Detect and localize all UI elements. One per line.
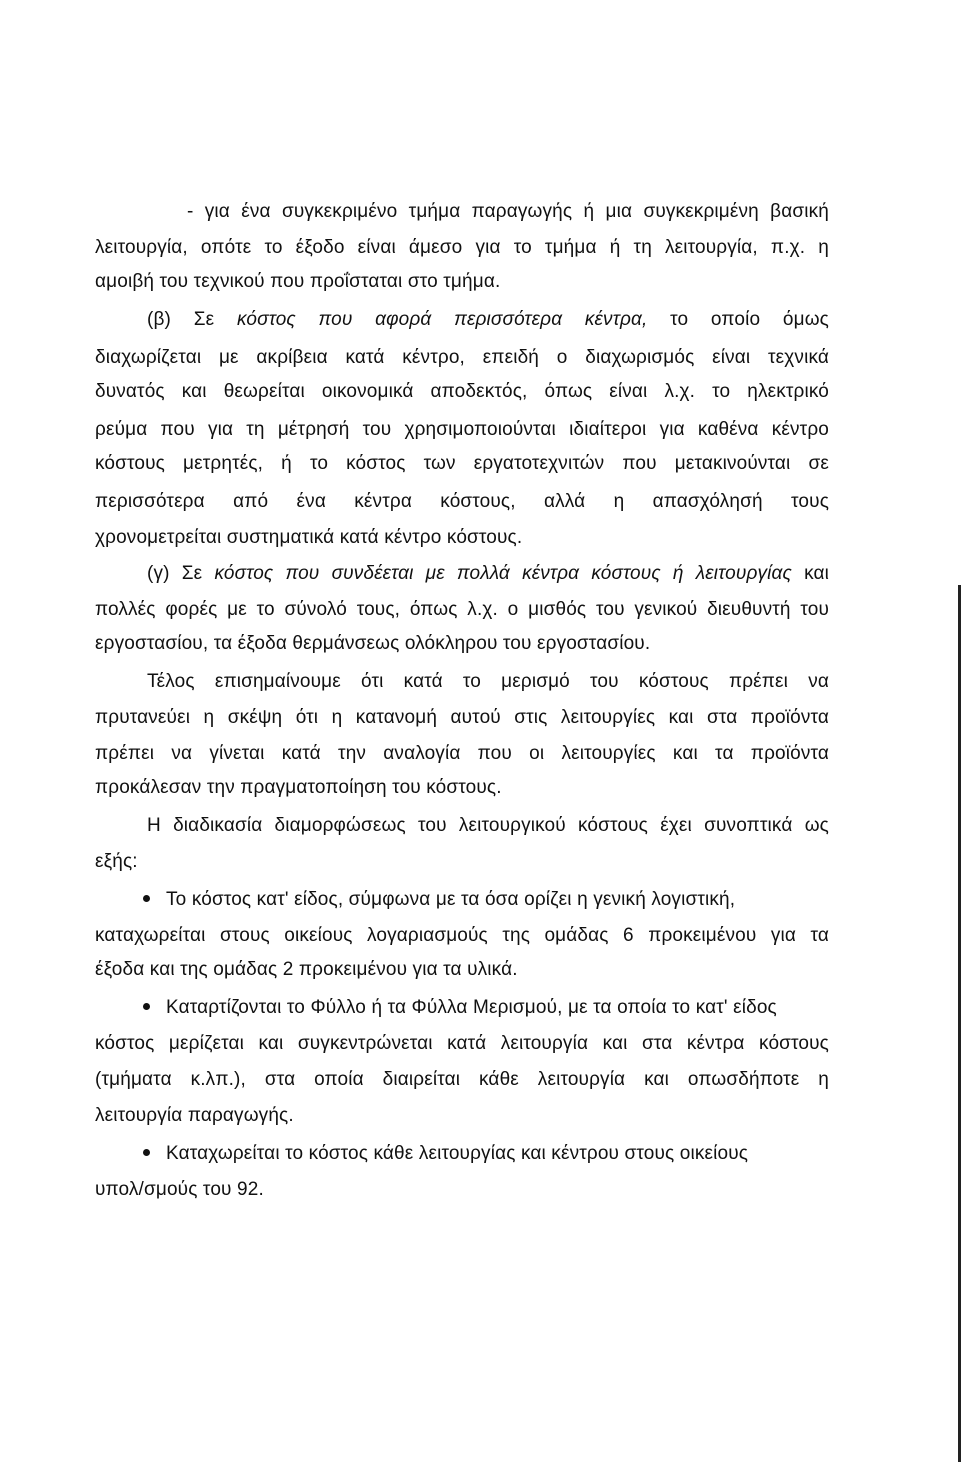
text-line <box>147 308 829 332</box>
text-line: πρυτανεύει η σκέψη ότι η κατανομή αυτού στις λειτουργίες και στα προϊόντα <box>95 707 829 728</box>
bullet-dot-icon <box>143 895 150 902</box>
text-line: προκάλεσαν την πραγματοποίηση του κόστους. <box>95 777 502 798</box>
text-line: χρονομετρείται συστηματικά κατά κέντρο κόστους. <box>95 527 523 548</box>
text-line <box>147 562 829 586</box>
text-line: καταχωρείται στους οικείους λογαριασμούς της ομάδας 6 προκειμένου για τα <box>95 925 829 946</box>
text-line: έξοδα και της ομάδας 2 προκειμένου για τα υλικά. <box>95 959 518 980</box>
italic-term: κόστος που συνδέεται με πολλά κέντρα κόστους ή λειτουργίας <box>214 563 792 584</box>
text-line: Τέλος επισημαίνουμε ότι κατά το μερισμό του κόστους πρέπει να <box>147 671 829 692</box>
text-line: υπολ/σμούς του 92. <box>95 1179 264 1200</box>
text-line: διαχωρίζεται με ακρίβεια κατά κέντρο, επειδή ο διαχωρισμός είναι τεχνικά <box>95 347 829 368</box>
bullet-item <box>143 888 829 912</box>
text-line: πρέπει να γίνεται κατά την αναλογία που οι λειτουργίες και τα προϊόντα <box>95 743 829 764</box>
text-line: αμοιβή του τεχνικού που προΐσταται στο τμήμα. <box>95 271 501 292</box>
text-segment: Καταρτίζονται το Φύλλο ή τα Φύλλα Μερισμού, με τα οποία το κατ' είδος <box>166 997 777 1018</box>
bullet-dot-icon <box>143 1149 150 1156</box>
text-segment: και <box>791 563 829 584</box>
text-line: λειτουργία, οπότε το έξοδο είναι άμεσο για το τμήμα ή τη λειτουργία, π.χ. η <box>95 237 829 258</box>
text-line: πολλές φορές με το σύνολό τους, όπως λ.χ. ο μισθός του γενικού διευθυντή του <box>95 599 829 620</box>
text-line: κόστος μερίζεται και συγκεντρώνεται κατά λειτουργία και στα κέντρα κόστους <box>95 1033 829 1054</box>
text-line: περισσότερα από ένα κέντρα κόστους, αλλά η απασχόλησή τους <box>95 491 829 512</box>
text-segment: (β) Σε <box>147 309 237 330</box>
text-line: εργοστασίου, τα έξοδα θερμάνσεως ολόκληρου του εργοστασίου. <box>95 633 651 654</box>
text-line: εξής: <box>95 851 138 872</box>
text-line: λειτουργία παραγωγής. <box>95 1105 294 1126</box>
bullet-item <box>143 1142 829 1166</box>
text-segment: (γ) Σε <box>147 563 215 584</box>
text-line: Η διαδικασία διαμορφώσεως του λειτουργικού κόστους έχει συνοπτικά ως <box>147 815 829 836</box>
text-line: - για ένα συγκεκριμένο τμήμα παραγωγής ή μια συγκεκριμένη βασική <box>187 201 829 222</box>
text-segment: Καταχωρείται το κόστος κάθε λειτουργίας και κέντρου στους οικείους <box>166 1143 749 1164</box>
text-line: (τμήματα κ.λπ.), στα οποία διαιρείται κάθε λειτουργία και οπωσδήποτε η <box>95 1069 829 1090</box>
text-segment: το οποίο όμως <box>647 309 829 330</box>
scan-edge-line <box>958 585 961 1462</box>
italic-term: κόστος που αφορά περισσότερα κέντρα, <box>236 309 648 330</box>
bullet-item <box>143 996 829 1020</box>
text-line: ρεύμα που για τη μέτρησή του χρησιμοποιούνται ιδιαίτεροι για καθένα κέντρο <box>95 419 829 440</box>
text-line: κόστους μετρητές, ή το κόστος των εργατοτεχνιτών που μετακινούνται σε <box>95 453 829 474</box>
text-line: δυνατός και θεωρείται οικονομικά αποδεκτός, όπως είναι λ.χ. το ηλεκτρικό <box>95 381 829 402</box>
text-segment: Το κόστος κατ' είδος, σύμφωνα με τα όσα ορίζει η γενική λογιστική, <box>166 889 736 910</box>
bullet-dot-icon <box>143 1003 150 1010</box>
